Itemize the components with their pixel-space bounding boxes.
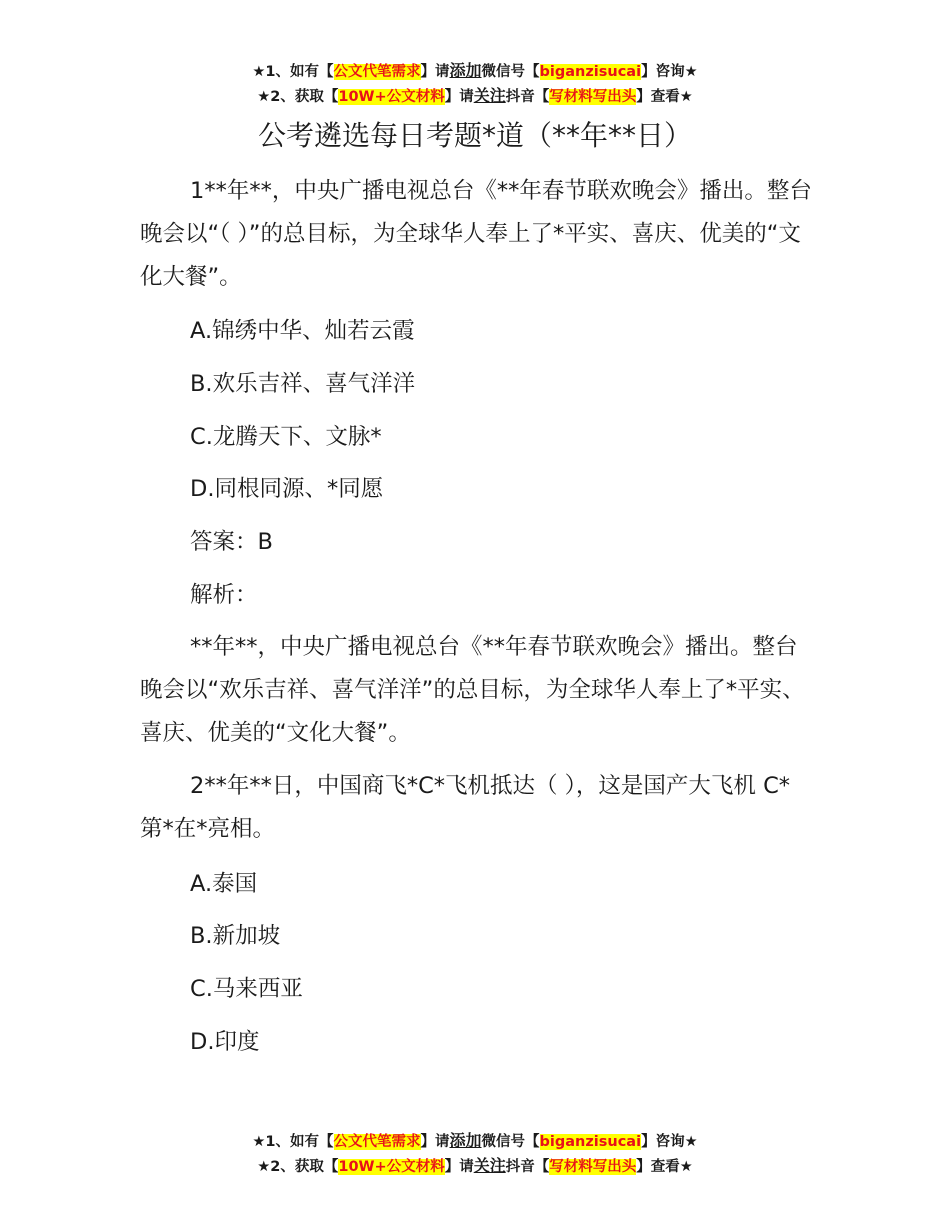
- question-1-analysis: **年**，中央广播电视总台《**年春节联欢晚会》播出。整台晚会以“欢乐吉祥、喜气洋洋”的总目标，为全球华人奉上了*平实、喜庆、优美的“文化大餐”。: [140, 634, 805, 746]
- ad-text: ★2、获取【: [257, 89, 339, 105]
- ad-highlight: 写材料写出头: [549, 1159, 637, 1175]
- ad-text: ★1、如有【: [252, 64, 334, 80]
- ad-text: ★2、获取【: [257, 1159, 339, 1175]
- question-2-stem: 2**年**日，中国商飞*C*飞机抵达（ ），这是国产大飞机 C*第*在*亮相。: [140, 773, 791, 842]
- ad-text: 】查看★: [636, 1159, 693, 1175]
- ad-text: 微信号【: [481, 64, 540, 80]
- question-1-option-c: C.龙腾天下、文脉*: [190, 424, 382, 450]
- ad-underline: 添加: [449, 1131, 482, 1150]
- question-1-answer: 答案：B: [190, 529, 273, 555]
- ad-text: 】查看★: [636, 89, 693, 105]
- question-1-analysis-label: 解析：: [190, 582, 258, 608]
- ad-highlight: biganzisucai: [539, 1134, 642, 1150]
- ad-text: 抖音【: [505, 89, 550, 105]
- ad-underline: 关注: [473, 86, 506, 105]
- ad-text: 】咨询★: [641, 1134, 698, 1150]
- ad-highlight: 10W+公文材料: [338, 89, 445, 105]
- question-1-stem: 1**年**，中央广播电视总台《**年春节联欢晚会》播出。整台晚会以“（ ）”的总目标，为全球华人奉上了*平实、喜庆、优美的“文化大餐”。: [140, 178, 812, 290]
- ad-line-2: [0, 1154, 950, 1179]
- page-title: 公考遴选每日考题*道（**年**日）: [257, 119, 692, 152]
- ad-highlight: 10W+公文材料: [338, 1159, 445, 1175]
- question-2-option-b: B.新加坡: [190, 923, 281, 949]
- question-1-option-b: B.欢乐吉祥、喜气洋洋: [190, 371, 416, 397]
- ad-text: 】请: [420, 1134, 450, 1150]
- ad-highlight: biganzisucai: [539, 64, 642, 80]
- ad-text: 】请: [420, 64, 450, 80]
- ad-highlight: 写材料写出头: [549, 89, 637, 105]
- ad-text: 】咨询★: [641, 64, 698, 80]
- ad-line-1: [0, 1129, 950, 1154]
- question-2-option-d: D.印度: [190, 1029, 260, 1055]
- question-1-option-a: A.锦绣中华、灿若云霞: [190, 318, 415, 344]
- ad-highlight: 公文代笔需求: [333, 64, 421, 80]
- question-2-stem-block: [140, 765, 812, 851]
- question-1-stem-block: [140, 170, 812, 299]
- ad-text: 】请: [444, 1159, 474, 1175]
- question-2-option-c: C.马来西亚: [190, 976, 303, 1002]
- ad-highlight: 公文代笔需求: [333, 1134, 421, 1150]
- ad-underline: 添加: [449, 61, 482, 80]
- question-1-analysis-block: [140, 626, 812, 755]
- ad-banner-bottom: [0, 1129, 950, 1179]
- ad-text: 微信号【: [481, 1134, 540, 1150]
- ad-text: 抖音【: [505, 1159, 550, 1175]
- ad-text: 】请: [444, 89, 474, 105]
- ad-underline: 关注: [473, 1156, 506, 1175]
- ad-banner-top: [0, 59, 950, 109]
- question-1-option-d: D.同根同源、*同愿: [190, 476, 384, 502]
- ad-line-2: [0, 84, 950, 109]
- ad-line-1: [0, 59, 950, 84]
- question-2-option-a: A.泰国: [190, 871, 258, 897]
- ad-text: ★1、如有【: [252, 1134, 334, 1150]
